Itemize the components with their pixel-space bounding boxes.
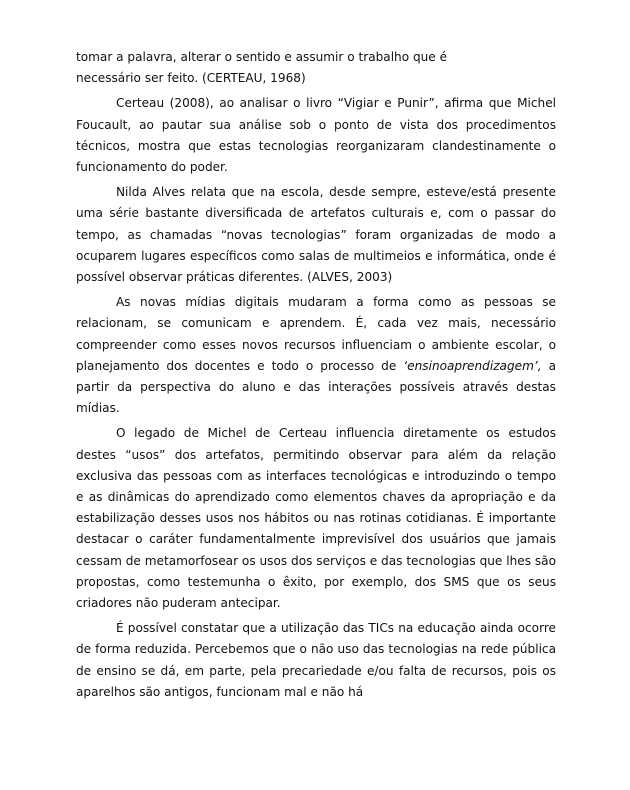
paragraph-line: necessário ser feito. (CERTEAU, 1968) (76, 71, 306, 86)
paragraph-text: As novas mídias digitais mudaram a forma como as pessoas se relacionam, se comunicam e aprendem. É, cada vez mais, necessário compreender como esses novos recursos influenciam o ambiente escolar, o planejamento dos docentes e todo o processo de (76, 295, 556, 373)
paragraph-legado-certeau: O legado de Michel de Certeau influencia diretamente os estudos destes “usos” dos artefatos, permitindo observar para além da relação exclusiva das pessoas com as interfaces tecnológicas e introduzindo o tempo e as dinâmicas do aprendizado como elementos chaves da apropriação e da estabilização desses usos nos hábitos ou nas rotinas cotidianas. É importante destacar o caráter fundamentalmente imprevisível dos usuários que jamais cessam de metamorfosear os usos dos serviços e das tecnologias que lhes são propostas, como testemunha o êxito, por exemplo, dos SMS que os seus criadores não puderam antecipar. (76, 426, 556, 611)
paragraph-continuation (76, 47, 556, 89)
paragraph-certeau-foucault: Certeau (2008), ao analisar o livro “Vigiar e Punir”, afirma que Michel Foucault, ao pautar sua análise sob o ponto de vista dos procedimentos técnicos, mostra que estas tecnologias reorganizaram clandestinamente o funcionamento do poder. (76, 96, 556, 175)
paragraph-tics-educacao: É possível constatar que a utilização das TICs na educação ainda ocorre de forma reduzida. Percebemos que o não uso das tecnologias na rede pública de ensino se dá, em parte, pela precariedade e/ou falta de recursos, pois os aparelhos são antigos, funcionam mal e não há (76, 621, 556, 699)
paragraph-line: tomar a palavra, alterar o sentido e assumir o trabalho que é (76, 50, 448, 64)
paragraph-nilda-alves: Nilda Alves relata que na escola, desde sempre, esteve/está presente uma série bastante diversificada de artefatos culturais e, com o passar do tempo, as chamadas “novas tecnologias” foram organizadas de modo a ocuparem lugares específicos como salas de multimeios e informática, onde é possível observar práticas diferentes. (ALVES, 2003) (76, 185, 556, 285)
paragraph-novas-midias (76, 292, 556, 419)
body-text (76, 47, 556, 707)
paragraph-text: a partir da perspectiva do aluno e das interações possíveis através destas mídias. (76, 358, 557, 416)
emphasis-term: ‘ensinoaprendizagem’, (403, 358, 542, 373)
